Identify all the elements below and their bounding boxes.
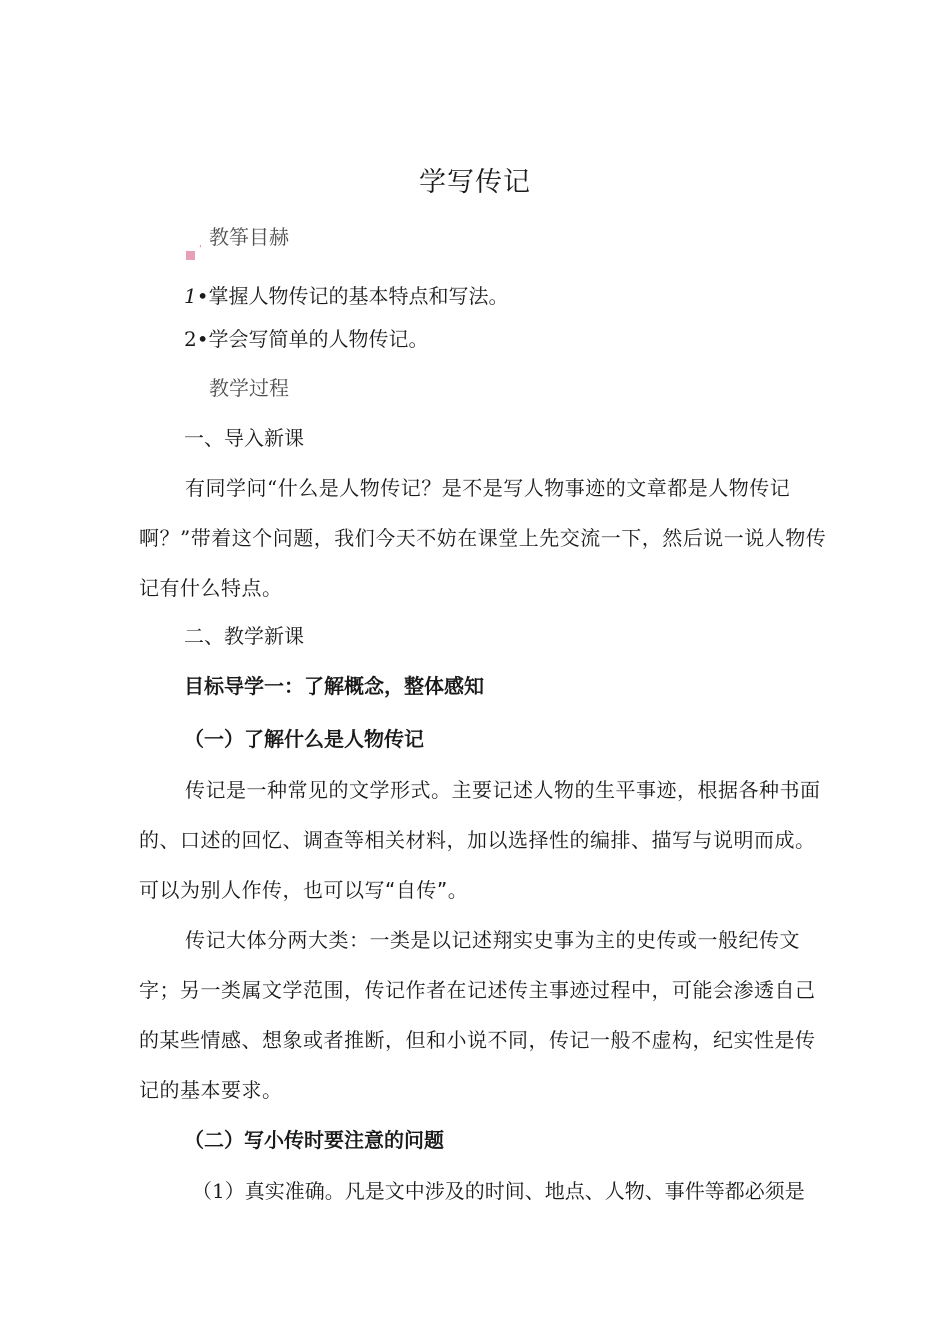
- goal-number: 2: [184, 327, 197, 351]
- goal-text: •学会写简单的人物传记。: [196, 327, 429, 351]
- section2-heading: 二、教学新课: [184, 624, 304, 648]
- sub1-heading: （一）了解什么是人物传记: [184, 727, 424, 751]
- marker-tick-icon: ʹ: [199, 245, 202, 256]
- document-title: 学写传记: [419, 167, 531, 198]
- goal-text: •掌握人物传记的基本特点和写法。: [196, 284, 509, 308]
- section1-heading: 一、导入新课: [184, 426, 304, 450]
- point1-label: （1）真实准确。: [192, 1179, 345, 1203]
- bullet-marker-icon: [186, 251, 195, 260]
- definition-paragraph: 传记是一种常见的文学形式。主要记述人物的生平事迹，根据各种书面的、口述的回忆、调查等相关材料，加以选择性的编排、描写与说明而成。可以为别人作传，也可以写“自传”。: [139, 778, 821, 902]
- goal-item-2: [184, 324, 429, 354]
- teaching-process-heading: 教学过程: [209, 376, 289, 400]
- point1-line: [192, 1176, 805, 1207]
- point1-text: 凡是文中涉及的时间、地点、人物、事件等都必须是: [344, 1179, 805, 1203]
- sub2-heading: （二）写小传时要注意的问题: [184, 1128, 444, 1152]
- goal-item-1: [184, 281, 509, 311]
- objective1-heading: 目标导学一：了解概念，整体感知: [184, 674, 484, 698]
- teaching-goal-heading: 教筝目赫: [209, 225, 289, 249]
- goal-number: 1: [184, 284, 197, 308]
- intro-paragraph: 有同学问“什么是人物传记？是不是写人物事迹的文章都是人物传记啊？”带着这个问题，我们今天不妨在课堂上先交流一下，然后说一说人物传记有什么特点。: [139, 476, 827, 600]
- categories-paragraph: 传记大体分两大类：一类是以记述翔实史事为主的史传或一般纪传文字；另一类属文学范围，传记作者在记述传主事迹过程中，可能会渗透自己的某些情感、想象或者推断，但和小说不同，传记一般不虚构，纪实性是传记的基本要求。: [139, 928, 816, 1102]
